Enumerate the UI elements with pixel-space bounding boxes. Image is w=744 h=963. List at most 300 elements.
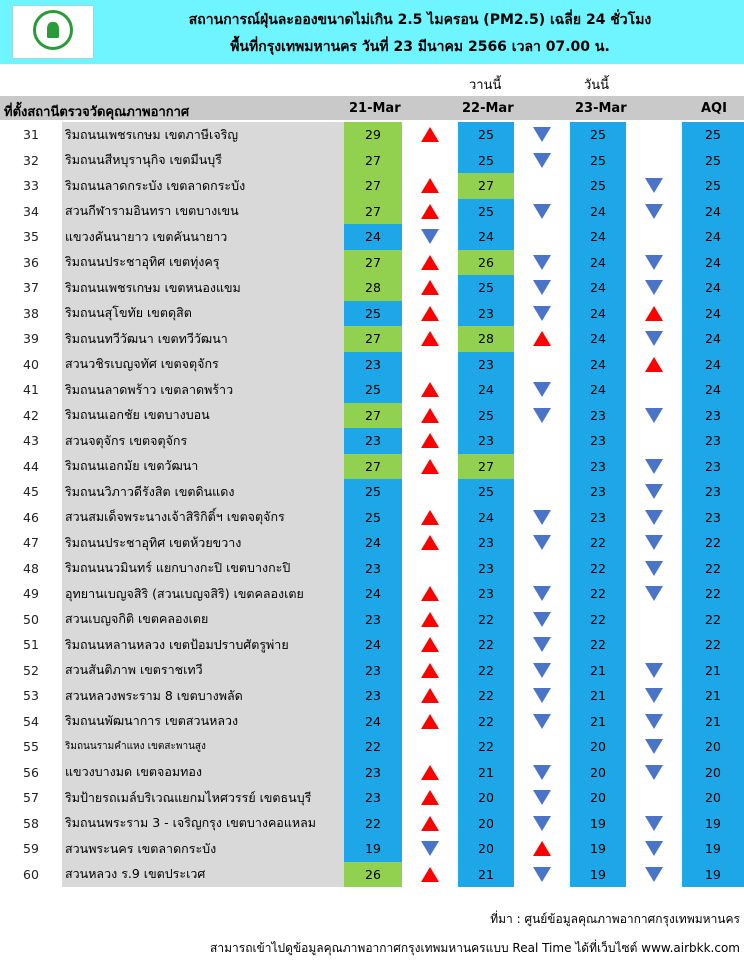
day3-value: 22	[570, 607, 626, 633]
station-location: ริมถนนเพชรเกษม เขตภาษีเจริญ	[62, 122, 344, 148]
table-row	[0, 403, 744, 429]
station-location: ริมถนนพัฒนาการ เขตสวนหลวง	[62, 709, 344, 735]
aqi-value: 25	[682, 122, 744, 148]
aqi-column-header: AQI	[701, 101, 727, 116]
trend-up-icon	[421, 459, 439, 474]
trend-down-icon	[533, 204, 551, 219]
trend-up-icon	[421, 408, 439, 423]
trend-up-icon	[421, 688, 439, 703]
trend-up-icon	[421, 867, 439, 882]
table-row	[0, 148, 744, 174]
trend-cell	[402, 224, 458, 250]
trend-cell	[402, 709, 458, 735]
aqi-value: 25	[682, 173, 744, 199]
station-number: 50	[0, 607, 62, 633]
day1-value: 24	[344, 581, 402, 607]
trend-cell	[626, 862, 682, 888]
trend-cell	[514, 224, 570, 250]
day2-value: 22	[458, 734, 514, 760]
table-row	[0, 683, 744, 709]
trend-up-icon	[421, 790, 439, 805]
day2-value: 26	[458, 250, 514, 276]
trend-cell	[402, 275, 458, 301]
day1-value: 23	[344, 428, 402, 454]
aqi-value: 19	[682, 836, 744, 862]
day3-value: 25	[570, 173, 626, 199]
trend-cell	[514, 836, 570, 862]
day2-value: 22	[458, 709, 514, 735]
station-number: 44	[0, 454, 62, 480]
station-number: 55	[0, 734, 62, 760]
aqi-value: 22	[682, 530, 744, 556]
trend-cell	[402, 683, 458, 709]
trend-cell	[626, 122, 682, 148]
aqi-value: 23	[682, 454, 744, 480]
trend-cell	[626, 836, 682, 862]
trend-up-icon	[421, 280, 439, 295]
day3-value: 25	[570, 122, 626, 148]
day3-value: 19	[570, 862, 626, 888]
day3-value: 20	[570, 734, 626, 760]
trend-cell	[626, 530, 682, 556]
aqi-value: 24	[682, 326, 744, 352]
bma-seal-icon	[33, 10, 73, 50]
day2-value: 22	[458, 607, 514, 633]
trend-cell	[402, 479, 458, 505]
day3-value: 23	[570, 454, 626, 480]
trend-down-icon	[533, 408, 551, 423]
trend-cell	[626, 173, 682, 199]
trend-cell	[402, 122, 458, 148]
table-row	[0, 122, 744, 148]
day1-value: 25	[344, 505, 402, 531]
station-location: ริมถนนทวีวัฒนา เขตทวีวัฒนา	[62, 326, 344, 352]
day3-value: 20	[570, 785, 626, 811]
day3-value: 24	[570, 377, 626, 403]
day3-value: 23	[570, 403, 626, 429]
day2-value: 25	[458, 122, 514, 148]
day1-value: 25	[344, 479, 402, 505]
aqi-value: 22	[682, 556, 744, 582]
trend-cell	[514, 811, 570, 837]
trend-cell	[514, 173, 570, 199]
table-row	[0, 709, 744, 735]
station-location: ริมถนนลาดพร้าว เขตลาดพร้าว	[62, 377, 344, 403]
trend-cell	[626, 581, 682, 607]
station-number: 33	[0, 173, 62, 199]
day2-value: 25	[458, 403, 514, 429]
aqi-value: 22	[682, 607, 744, 633]
day1-value: 23	[344, 607, 402, 633]
table-row	[0, 556, 744, 582]
day1-value: 24	[344, 632, 402, 658]
day3-value: 19	[570, 836, 626, 862]
day3-value: 22	[570, 556, 626, 582]
trend-up-icon	[421, 331, 439, 346]
trend-cell	[514, 658, 570, 684]
table-row	[0, 454, 744, 480]
trend-cell	[514, 734, 570, 760]
table-row	[0, 581, 744, 607]
station-location: สวนสมเด็จพระนางเจ้าสิริกิติ์ฯ เขตจตุจักร	[62, 505, 344, 531]
station-location: สวนสันติภาพ เขตราชเทวี	[62, 658, 344, 684]
aqi-value: 24	[682, 352, 744, 378]
trend-down-icon	[645, 816, 663, 831]
day1-value: 27	[344, 250, 402, 276]
trend-cell	[514, 530, 570, 556]
aqi-value: 21	[682, 709, 744, 735]
station-number: 42	[0, 403, 62, 429]
table-row	[0, 505, 744, 531]
station-location: แขวงบางมด เขตจอมทอง	[62, 760, 344, 786]
day3-value: 24	[570, 326, 626, 352]
station-number: 32	[0, 148, 62, 174]
station-location: ริมถนนรามคำแหง เขตสะพานสูง	[62, 734, 344, 760]
table-row	[0, 785, 744, 811]
trend-down-icon	[645, 841, 663, 856]
day1-value: 24	[344, 709, 402, 735]
trend-up-icon	[421, 433, 439, 448]
trend-cell	[402, 428, 458, 454]
trend-cell	[626, 607, 682, 633]
trend-cell	[402, 760, 458, 786]
day1-value: 27	[344, 454, 402, 480]
trend-cell	[402, 530, 458, 556]
trend-cell	[626, 785, 682, 811]
trend-cell	[626, 632, 682, 658]
day2-value: 27	[458, 454, 514, 480]
table-row	[0, 479, 744, 505]
station-location: สวนเบญจกิติ เขตคลองเตย	[62, 607, 344, 633]
trend-down-icon	[645, 561, 663, 576]
table-row	[0, 862, 744, 888]
station-location: สวนหลวงพระราม 8 เขตบางพลัด	[62, 683, 344, 709]
trend-cell	[626, 250, 682, 276]
station-location: ริมถนนวิภาวดีรังสิต เขตดินแดง	[62, 479, 344, 505]
trend-cell	[402, 785, 458, 811]
day3-value: 24	[570, 275, 626, 301]
day3-value: 23	[570, 428, 626, 454]
table-row	[0, 275, 744, 301]
day3-value: 23	[570, 505, 626, 531]
station-location: ริมถนนสุโขทัย เขตดุสิต	[62, 301, 344, 327]
trend-cell	[514, 556, 570, 582]
trend-down-icon	[645, 714, 663, 729]
day1-value: 19	[344, 836, 402, 862]
trend-up-icon	[645, 306, 663, 321]
day2-value: 20	[458, 785, 514, 811]
trend-up-icon	[421, 510, 439, 525]
station-location: สวนจตุจักร เขตจตุจักร	[62, 428, 344, 454]
day3-value: 24	[570, 224, 626, 250]
day3-value: 21	[570, 683, 626, 709]
station-location: สวนหลวง ร.9 เขตประเวศ	[62, 862, 344, 888]
day1-value: 23	[344, 683, 402, 709]
day2-value: 25	[458, 199, 514, 225]
trend-down-icon	[645, 510, 663, 525]
trend-cell	[402, 199, 458, 225]
table-row	[0, 250, 744, 276]
trend-cell	[514, 479, 570, 505]
trend-down-icon	[533, 637, 551, 652]
trend-down-icon	[645, 255, 663, 270]
page-title: สถานการณ์ฝุ่นละอองขนาดไม่เกิน 2.5 ไมครอน (PM2.5) เฉลี่ย 24 ชั่วโมง	[188, 12, 652, 28]
station-number: 54	[0, 709, 62, 735]
day1-value: 27	[344, 199, 402, 225]
day1-value: 25	[344, 301, 402, 327]
page-subtitle: พื้นที่กรุงเทพมหานคร วันที่ 23 มีนาคม 2566 เวลา 07.00 น.	[230, 39, 610, 55]
trend-cell	[514, 352, 570, 378]
station-location: สวนพระนคร เขตลาดกระบัง	[62, 836, 344, 862]
trend-up-icon	[421, 127, 439, 142]
station-number: 48	[0, 556, 62, 582]
station-number: 36	[0, 250, 62, 276]
day2-value: 28	[458, 326, 514, 352]
trend-down-icon	[533, 255, 551, 270]
trend-up-icon	[533, 331, 551, 346]
day1-value: 23	[344, 352, 402, 378]
trend-cell	[626, 301, 682, 327]
trend-cell	[402, 403, 458, 429]
trend-cell	[402, 734, 458, 760]
station-number: 49	[0, 581, 62, 607]
day2-value: 22	[458, 683, 514, 709]
trend-cell	[626, 403, 682, 429]
trend-down-icon	[645, 739, 663, 754]
aqi-value: 23	[682, 479, 744, 505]
day1-value: 24	[344, 530, 402, 556]
day2-value: 23	[458, 556, 514, 582]
trend-down-icon	[645, 178, 663, 193]
station-number: 45	[0, 479, 62, 505]
trend-cell	[514, 403, 570, 429]
station-number: 51	[0, 632, 62, 658]
table-row	[0, 199, 744, 225]
station-location: ริมถนนเอกมัย เขตวัฒนา	[62, 454, 344, 480]
trend-cell	[402, 173, 458, 199]
trend-cell	[402, 632, 458, 658]
day1-value: 23	[344, 556, 402, 582]
trend-cell	[402, 811, 458, 837]
station-number: 57	[0, 785, 62, 811]
table-row	[0, 428, 744, 454]
day1-value: 22	[344, 734, 402, 760]
station-number: 39	[0, 326, 62, 352]
trend-down-icon	[645, 535, 663, 550]
aqi-value: 23	[682, 428, 744, 454]
station-number: 43	[0, 428, 62, 454]
day2-value: 20	[458, 836, 514, 862]
station-location: ริมถนนหลานหลวง เขตป้อมปราบศัตรูพ่าย	[62, 632, 344, 658]
trend-up-icon	[421, 586, 439, 601]
trend-cell	[626, 224, 682, 250]
trend-up-icon	[421, 204, 439, 219]
trend-cell	[402, 352, 458, 378]
day1-value: 25	[344, 377, 402, 403]
day1-value: 23	[344, 658, 402, 684]
aqi-value: 21	[682, 683, 744, 709]
table-row	[0, 173, 744, 199]
trend-up-icon	[421, 663, 439, 678]
aqi-value: 22	[682, 581, 744, 607]
aqi-value: 24	[682, 250, 744, 276]
day3-value: 21	[570, 709, 626, 735]
station-number: 53	[0, 683, 62, 709]
trend-down-icon	[421, 841, 439, 856]
day1-value: 27	[344, 148, 402, 174]
station-location: สวนวชิรเบญจทัศ เขตจตุจักร	[62, 352, 344, 378]
trend-up-icon	[421, 306, 439, 321]
day3-value: 23	[570, 479, 626, 505]
trend-cell	[626, 734, 682, 760]
table-row	[0, 607, 744, 633]
day1-value: 26	[344, 862, 402, 888]
day2-value: 24	[458, 224, 514, 250]
aqi-value: 23	[682, 403, 744, 429]
realtime-note: สามารถเข้าไปดูข้อมูลคุณภาพอากาศกรุงเทพมหานครแบบ Real Time ได้ที่เว็บไซต์ www.airbkk.com	[210, 941, 740, 955]
table-row	[0, 734, 744, 760]
table-row	[0, 530, 744, 556]
table-row	[0, 632, 744, 658]
trend-down-icon	[533, 586, 551, 601]
station-number: 41	[0, 377, 62, 403]
station-location: ริมถนนเอกชัย เขตบางบอน	[62, 403, 344, 429]
trend-cell	[402, 556, 458, 582]
day2-value: 23	[458, 352, 514, 378]
trend-cell	[626, 377, 682, 403]
day2-column-header: 22-Mar	[462, 101, 514, 116]
trend-cell	[514, 301, 570, 327]
day2-value: 20	[458, 811, 514, 837]
trend-down-icon	[645, 331, 663, 346]
aqi-value: 20	[682, 785, 744, 811]
trend-cell	[626, 148, 682, 174]
station-number: 56	[0, 760, 62, 786]
station-number: 47	[0, 530, 62, 556]
yesterday-label: วานนี้	[469, 78, 502, 93]
station-location: สวนกีฬารามอินทรา เขตบางเขน	[62, 199, 344, 225]
day3-value: 24	[570, 352, 626, 378]
trend-cell	[626, 811, 682, 837]
trend-up-icon	[533, 841, 551, 856]
trend-cell	[514, 326, 570, 352]
aqi-value: 20	[682, 760, 744, 786]
day1-value: 22	[344, 811, 402, 837]
trend-down-icon	[533, 382, 551, 397]
trend-cell	[514, 428, 570, 454]
day2-value: 22	[458, 632, 514, 658]
trend-cell	[626, 428, 682, 454]
trend-cell	[514, 709, 570, 735]
table-row	[0, 760, 744, 786]
station-location: ริมถนนลาดกระบัง เขตลาดกระบัง	[62, 173, 344, 199]
trend-cell	[402, 301, 458, 327]
day2-value: 27	[458, 173, 514, 199]
trend-down-icon	[533, 612, 551, 627]
trend-down-icon	[533, 663, 551, 678]
aqi-value: 25	[682, 148, 744, 174]
trend-cell	[626, 275, 682, 301]
trend-cell	[514, 122, 570, 148]
station-location: อุทยานเบญจสิริ (สวนเบญจสิริ) เขตคลองเตย	[62, 581, 344, 607]
trend-cell	[626, 326, 682, 352]
trend-up-icon	[421, 535, 439, 550]
trend-cell	[402, 454, 458, 480]
trend-down-icon	[533, 790, 551, 805]
trend-down-icon	[533, 510, 551, 525]
trend-cell	[402, 836, 458, 862]
trend-down-icon	[645, 484, 663, 499]
trend-cell	[514, 250, 570, 276]
station-location: ริมถนนประชาอุทิศ เขตห้วยขวาง	[62, 530, 344, 556]
aqi-value: 24	[682, 377, 744, 403]
trend-down-icon	[533, 867, 551, 882]
station-number: 46	[0, 505, 62, 531]
station-number: 59	[0, 836, 62, 862]
aqi-value: 24	[682, 301, 744, 327]
trend-cell	[626, 556, 682, 582]
trend-cell	[402, 148, 458, 174]
trend-cell	[402, 505, 458, 531]
day1-value: 27	[344, 403, 402, 429]
trend-down-icon	[533, 153, 551, 168]
bma-logo	[12, 5, 94, 59]
trend-down-icon	[645, 280, 663, 295]
aqi-value: 22	[682, 632, 744, 658]
station-location: ริมถนนสีหบุรานุกิจ เขตมีนบุรี	[62, 148, 344, 174]
trend-cell	[626, 454, 682, 480]
aqi-value: 20	[682, 734, 744, 760]
trend-cell	[626, 658, 682, 684]
trend-cell	[402, 607, 458, 633]
trend-cell	[626, 760, 682, 786]
day3-value: 20	[570, 760, 626, 786]
aqi-value: 24	[682, 275, 744, 301]
station-number: 40	[0, 352, 62, 378]
trend-cell	[514, 683, 570, 709]
day3-value: 24	[570, 250, 626, 276]
trend-down-icon	[645, 688, 663, 703]
station-location: แขวงคันนายาว เขตคันนายาว	[62, 224, 344, 250]
trend-up-icon	[421, 816, 439, 831]
trend-down-icon	[533, 127, 551, 142]
day2-value: 25	[458, 148, 514, 174]
trend-down-icon	[533, 306, 551, 321]
trend-up-icon	[421, 765, 439, 780]
station-number: 35	[0, 224, 62, 250]
day2-value: 22	[458, 658, 514, 684]
station-number: 52	[0, 658, 62, 684]
trend-up-icon	[421, 382, 439, 397]
trend-cell	[514, 505, 570, 531]
trend-cell	[402, 862, 458, 888]
day2-value: 25	[458, 479, 514, 505]
trend-down-icon	[533, 816, 551, 831]
trend-down-icon	[421, 229, 439, 244]
table-row	[0, 301, 744, 327]
day3-value: 24	[570, 199, 626, 225]
day2-value: 24	[458, 377, 514, 403]
trend-cell	[514, 785, 570, 811]
station-number: 60	[0, 862, 62, 888]
day1-value: 23	[344, 760, 402, 786]
day3-value: 21	[570, 658, 626, 684]
trend-down-icon	[645, 204, 663, 219]
aqi-value: 23	[682, 505, 744, 531]
trend-cell	[402, 658, 458, 684]
aqi-value: 19	[682, 811, 744, 837]
station-number: 34	[0, 199, 62, 225]
